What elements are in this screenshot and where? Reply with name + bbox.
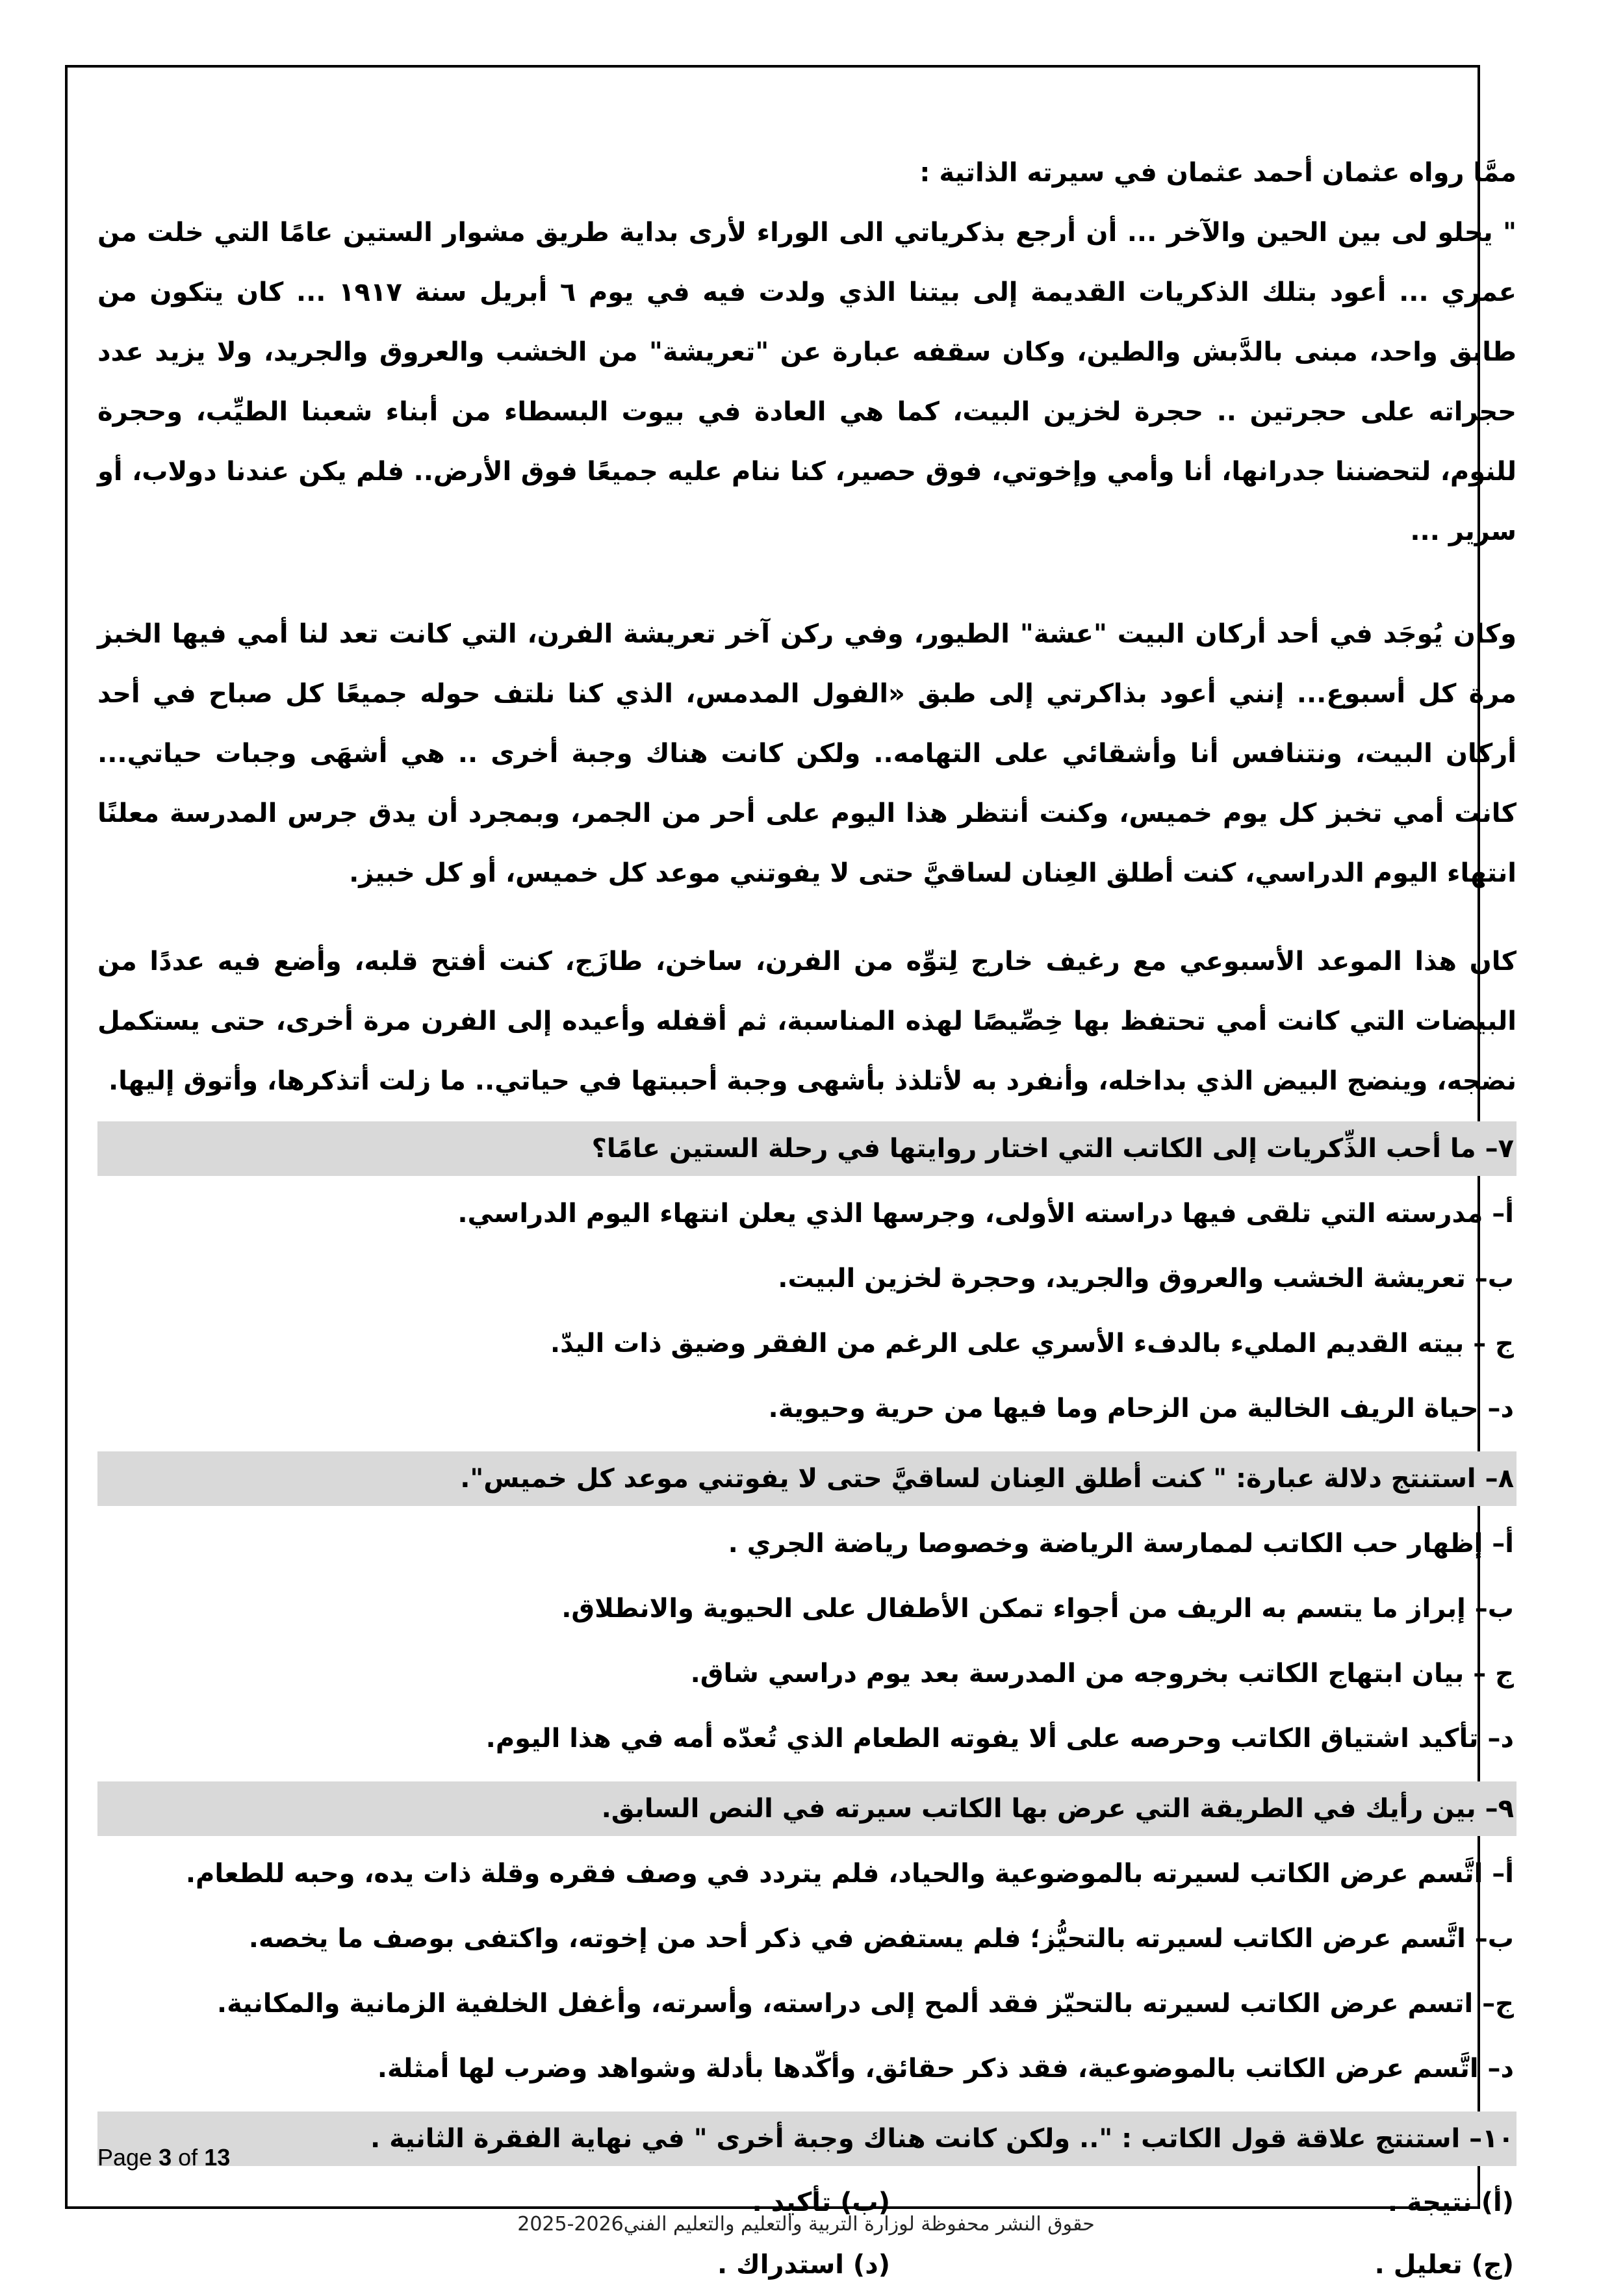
option-7c: ج – بيته القديم المليء بالدفء الأسري على الرغم من الفقر وضيق ذات اليدّ. [550, 1329, 1514, 1358]
page-word: Page [97, 2144, 153, 2171]
option-10c: (ج) تعليل . [1374, 2250, 1514, 2280]
option-8b: ب– إبراز ما يتسم به الريف من أجواء تمكن الأطفال على الحيوية والانطلاق. [561, 1594, 1514, 1624]
page-total: 13 [204, 2144, 231, 2171]
option-9b: ب– اتَّسم عرض الكاتب لسيرته بالتحيُّز؛ فلم يستفض في ذكر أحد من إخوته، واكتفى بوصف ما يخصه. [248, 1924, 1514, 1954]
options-10-row-2 [97, 2234, 1516, 2296]
option-8c: ج – بيان ابتهاج الكاتب بخروجه من المدرسة بعد يوم دراسي شاق. [690, 1659, 1514, 1689]
option-10a: (أ) نتيجة . [1387, 2188, 1514, 2217]
question-8: ٨– استنتج دلالة عبارة: " كنت أطلق العِنان لساقيَّ حتى لا يفوتني موعد كل خميس". [97, 1451, 1516, 1506]
page-number [97, 2144, 230, 2171]
question-7: ٧– ما أحب الذِّكريات إلى الكاتب التي اختار روايتها في رحلة الستين عامًا؟ [97, 1121, 1516, 1176]
passage-paragraph-2: وكان يُوجَد في أحد أركان البيت "عشة" الطيور، وفي ركن آخر تعريشة الفرن، التي كانت تعد لنا أمي فيها الخبز مرة كل أسبوع... إنني أعود بذاكرتي إلى طبق «الفول المدمس، الذي كنا نلتف حوله جميعًا كل صباح في أحد أركان البيت، ونتنافس أنا وأشقائي على التهامه.. ولكن كانت هناك وجبة أخرى .. هي أشهَى وجبات حياتي... كانت أمي تخبز كل يوم خميس، وكنت أنتظر هذا اليوم على أحر من الجمر، وبمجرد أن يدق جرس المدرسة معلنًا انتهاء اليوم الدراسي، كنت أطلق العِنان لساقيَّ حتى لا يفوتني موعد كل خميس، أو كل خبيز. [97, 619, 1516, 888]
passage-paragraph-3: كان هذا الموعد الأسبوعي مع رغيف خارج لِتوِّه من الفرن، ساخن، طازَج، كنت أفتح قلبه، وأضع فيه عددًا من البيضات التي كانت أمي تحتفظ بها خِصِّيصًا لهذه المناسبة، ثم أقفله وأعيده إلى الفرن مرة أخرى، حتى يستكمل نضجه، وينضج البيض الذي بداخله، وأنفرد به لأتلذذ بأشهى وجبة أحببتها في حياتي.. ما زلت أتذكرها، وأتوق إليها. [97, 947, 1516, 1096]
page-current: 3 [159, 2144, 172, 2171]
option-7b: ب– تعريشة الخشب والعروق والجريد، وحجرة لخزين البيت. [778, 1264, 1514, 1294]
option-9a: أ– اتَّسم عرض الكاتب لسيرته بالموضوعية والحياد، فلم يتردد في وصف فقره وقلة ذات يده، وحبه للطعام. [185, 1859, 1514, 1889]
copyright-notice: حقوق النشر محفوظة لوزارة التربية والتعليم والتعليم الفني2026-2025 [517, 2213, 1095, 2236]
question-9: ٩– بين رأيك في الطريقة التي عرض بها الكاتب سيرته في النص السابق. [97, 1781, 1516, 1836]
option-8d: د– تأكيد اشتياق الكاتب وحرصه على ألا يفوته الطعام الذي تُعدّه أمه في هذا اليوم. [485, 1724, 1514, 1754]
option-7a: أ– مدرسته التي تلقى فيها دراسته الأولى، وجرسها الذي يعلن انتهاء اليوم الدراسي. [457, 1199, 1514, 1229]
option-10b: (ب) تأكيد . [752, 2188, 890, 2217]
option-10d: (د) استدراك . [717, 2250, 890, 2280]
document-body [97, 143, 1516, 2296]
option-9c: ج– اتسم عرض الكاتب لسيرته بالتحيّز فقد ألمح إلى دراسته، وأسرته، وأغفل الخلفية الزمانية والمكانية. [216, 1989, 1514, 2019]
option-7d: د– حياة الريف الخالية من الزحام وما فيها من حرية وحيوية. [768, 1394, 1514, 1423]
passage-paragraph-1: " يحلو لى بين الحين والآخر ... أن أرجع بذكرياتي الى الوراء لأرى بداية طريق مشوار الستين عامًا التي خلت من عمري ... أعود بتلك الذكريات القديمة إلى بيتنا الذي ولدت فيه في يوم ٦ أبريل سنة ١٩١٧ ... كان يتكون من طابق واحد، مبنى بالدَّبش والطين، وكان سقفه عبارة عن "تعريشة" من الخشب والعروق والجريد، ولا يزيد عدد حجراته على حجرتين .. حجرة لخزين البيت، كما هي العادة في بيوت البسطاء من أبناء شعبنا الطيِّب، وحجرة للنوم، لتحضننا جدرانها، أنا وأمي وإخوتي، فوق حصير، كنا ننام عليه جميعًا فوق الأرض.. فلم يكن عندنا دولاب، أو سرير ... [97, 218, 1516, 546]
of-word: of [178, 2144, 198, 2171]
question-10: ١٠– استنتج علاقة قول الكاتب : ".. ولكن كانت هناك وجبة أخرى " في نهاية الفقرة الثانية . [97, 2111, 1516, 2166]
option-9d: د– اتَّسم عرض الكاتب بالموضوعية، فقد ذكر حقائق، وأكّدها بأدلة وشواهد وضرب لها أمثلة. [377, 2054, 1514, 2084]
intro-line: ممَّا رواه عثمان أحمد عثمان في سيرته الذاتية : [919, 158, 1516, 188]
option-8a: أ– إظهار حب الكاتب لممارسة الرياضة وخصوصا رياضة الجري . [728, 1529, 1514, 1559]
